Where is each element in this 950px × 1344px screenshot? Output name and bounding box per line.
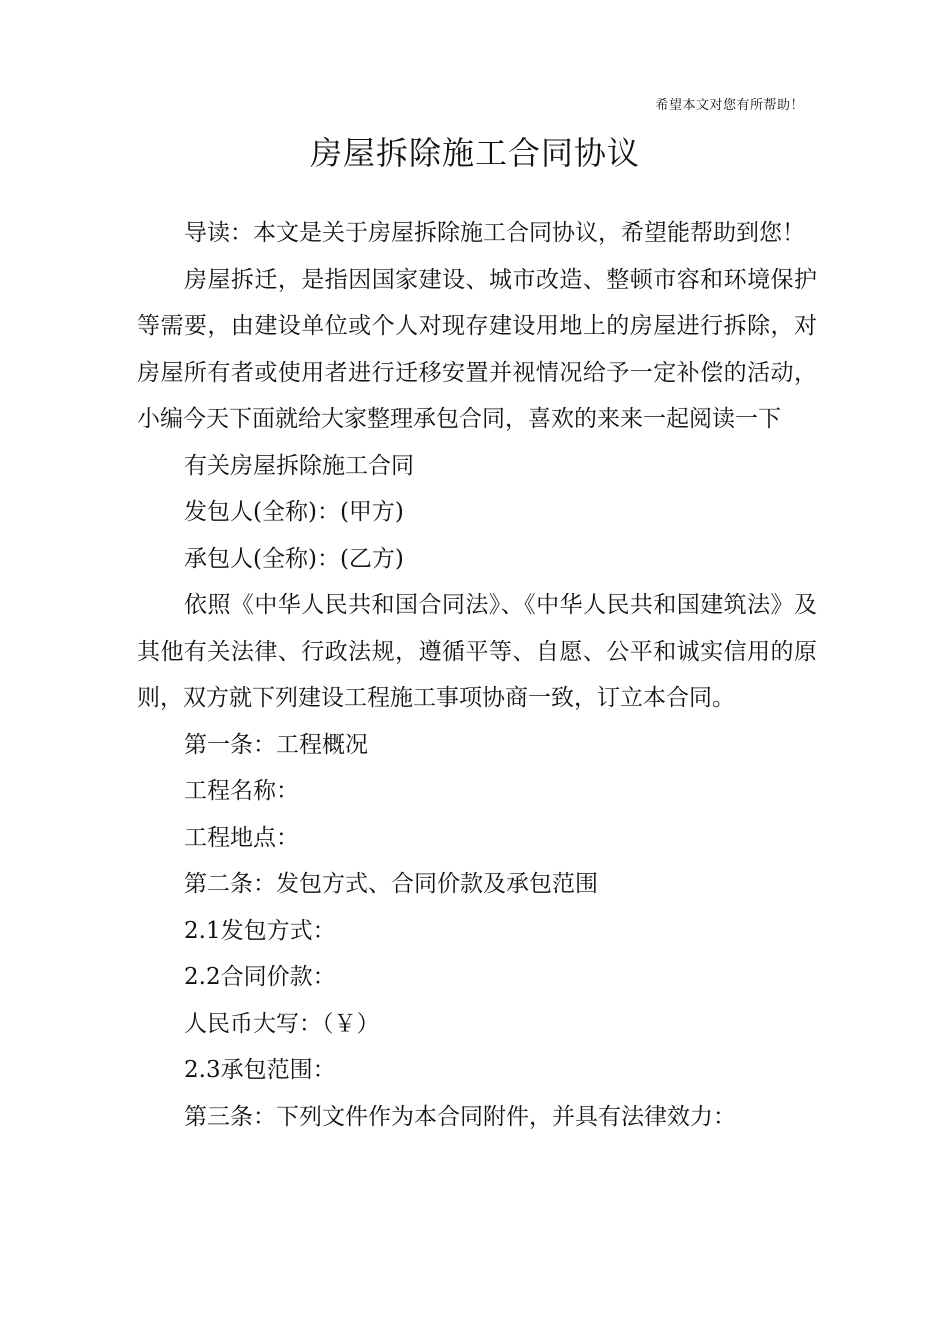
paragraph-employer: 发包人(全称)：(甲方) <box>184 499 404 525</box>
paragraph-background: 房屋拆迁，是指因国家建设、城市改造、整顿市容和环境保护等需要，由建设单位或个人对现存建设用地上的房屋进行拆除，对房屋所有者或使用者进行迁移安置并视情况给予一定补偿的活动，小编今天下面就给大家整理承包合同，喜欢的来来一起阅读一下 <box>137 266 817 432</box>
paragraph-contractor: 承包人(全称)：(乙方) <box>184 545 404 572</box>
field-project-name: 工程名称： <box>184 778 299 804</box>
header-note: 希望本文对您有所帮助！ <box>655 98 804 113</box>
field-contract-scope: 2.3承包范围： <box>184 1057 336 1083</box>
field-contract-method: 2.1发包方式： <box>184 917 336 944</box>
field-amount-in-words: 人民币大写：（￥） <box>184 1010 380 1037</box>
document-title: 房屋拆除施工合同协议 <box>309 134 640 172</box>
article-3-heading: 第三条：下列文件作为本合同附件，并具有法律效力： <box>184 1103 736 1130</box>
paragraph-intro: 导读：本文是关于房屋拆除施工合同协议，希望能帮助到您！ <box>184 220 805 246</box>
paragraph-legal-basis: 依照《中华人民共和国合同法》、《中华人民共和国建筑法》及其他有关法律、行政法规，遵循平等、自愿、公平和诚实信用的原则，双方就下列建设工程施工事项协商一致，订立本合同。 <box>137 592 817 711</box>
paragraph-contract-heading: 有关房屋拆除施工合同 <box>184 452 414 479</box>
article-1-heading: 第一条：工程概况 <box>184 731 368 758</box>
document-body <box>137 210 817 1140</box>
article-2-heading: 第二条：发包方式、合同价款及承包范围 <box>184 871 598 897</box>
field-project-location: 工程地点： <box>184 824 299 851</box>
field-contract-price: 2.2合同价款： <box>184 964 336 990</box>
